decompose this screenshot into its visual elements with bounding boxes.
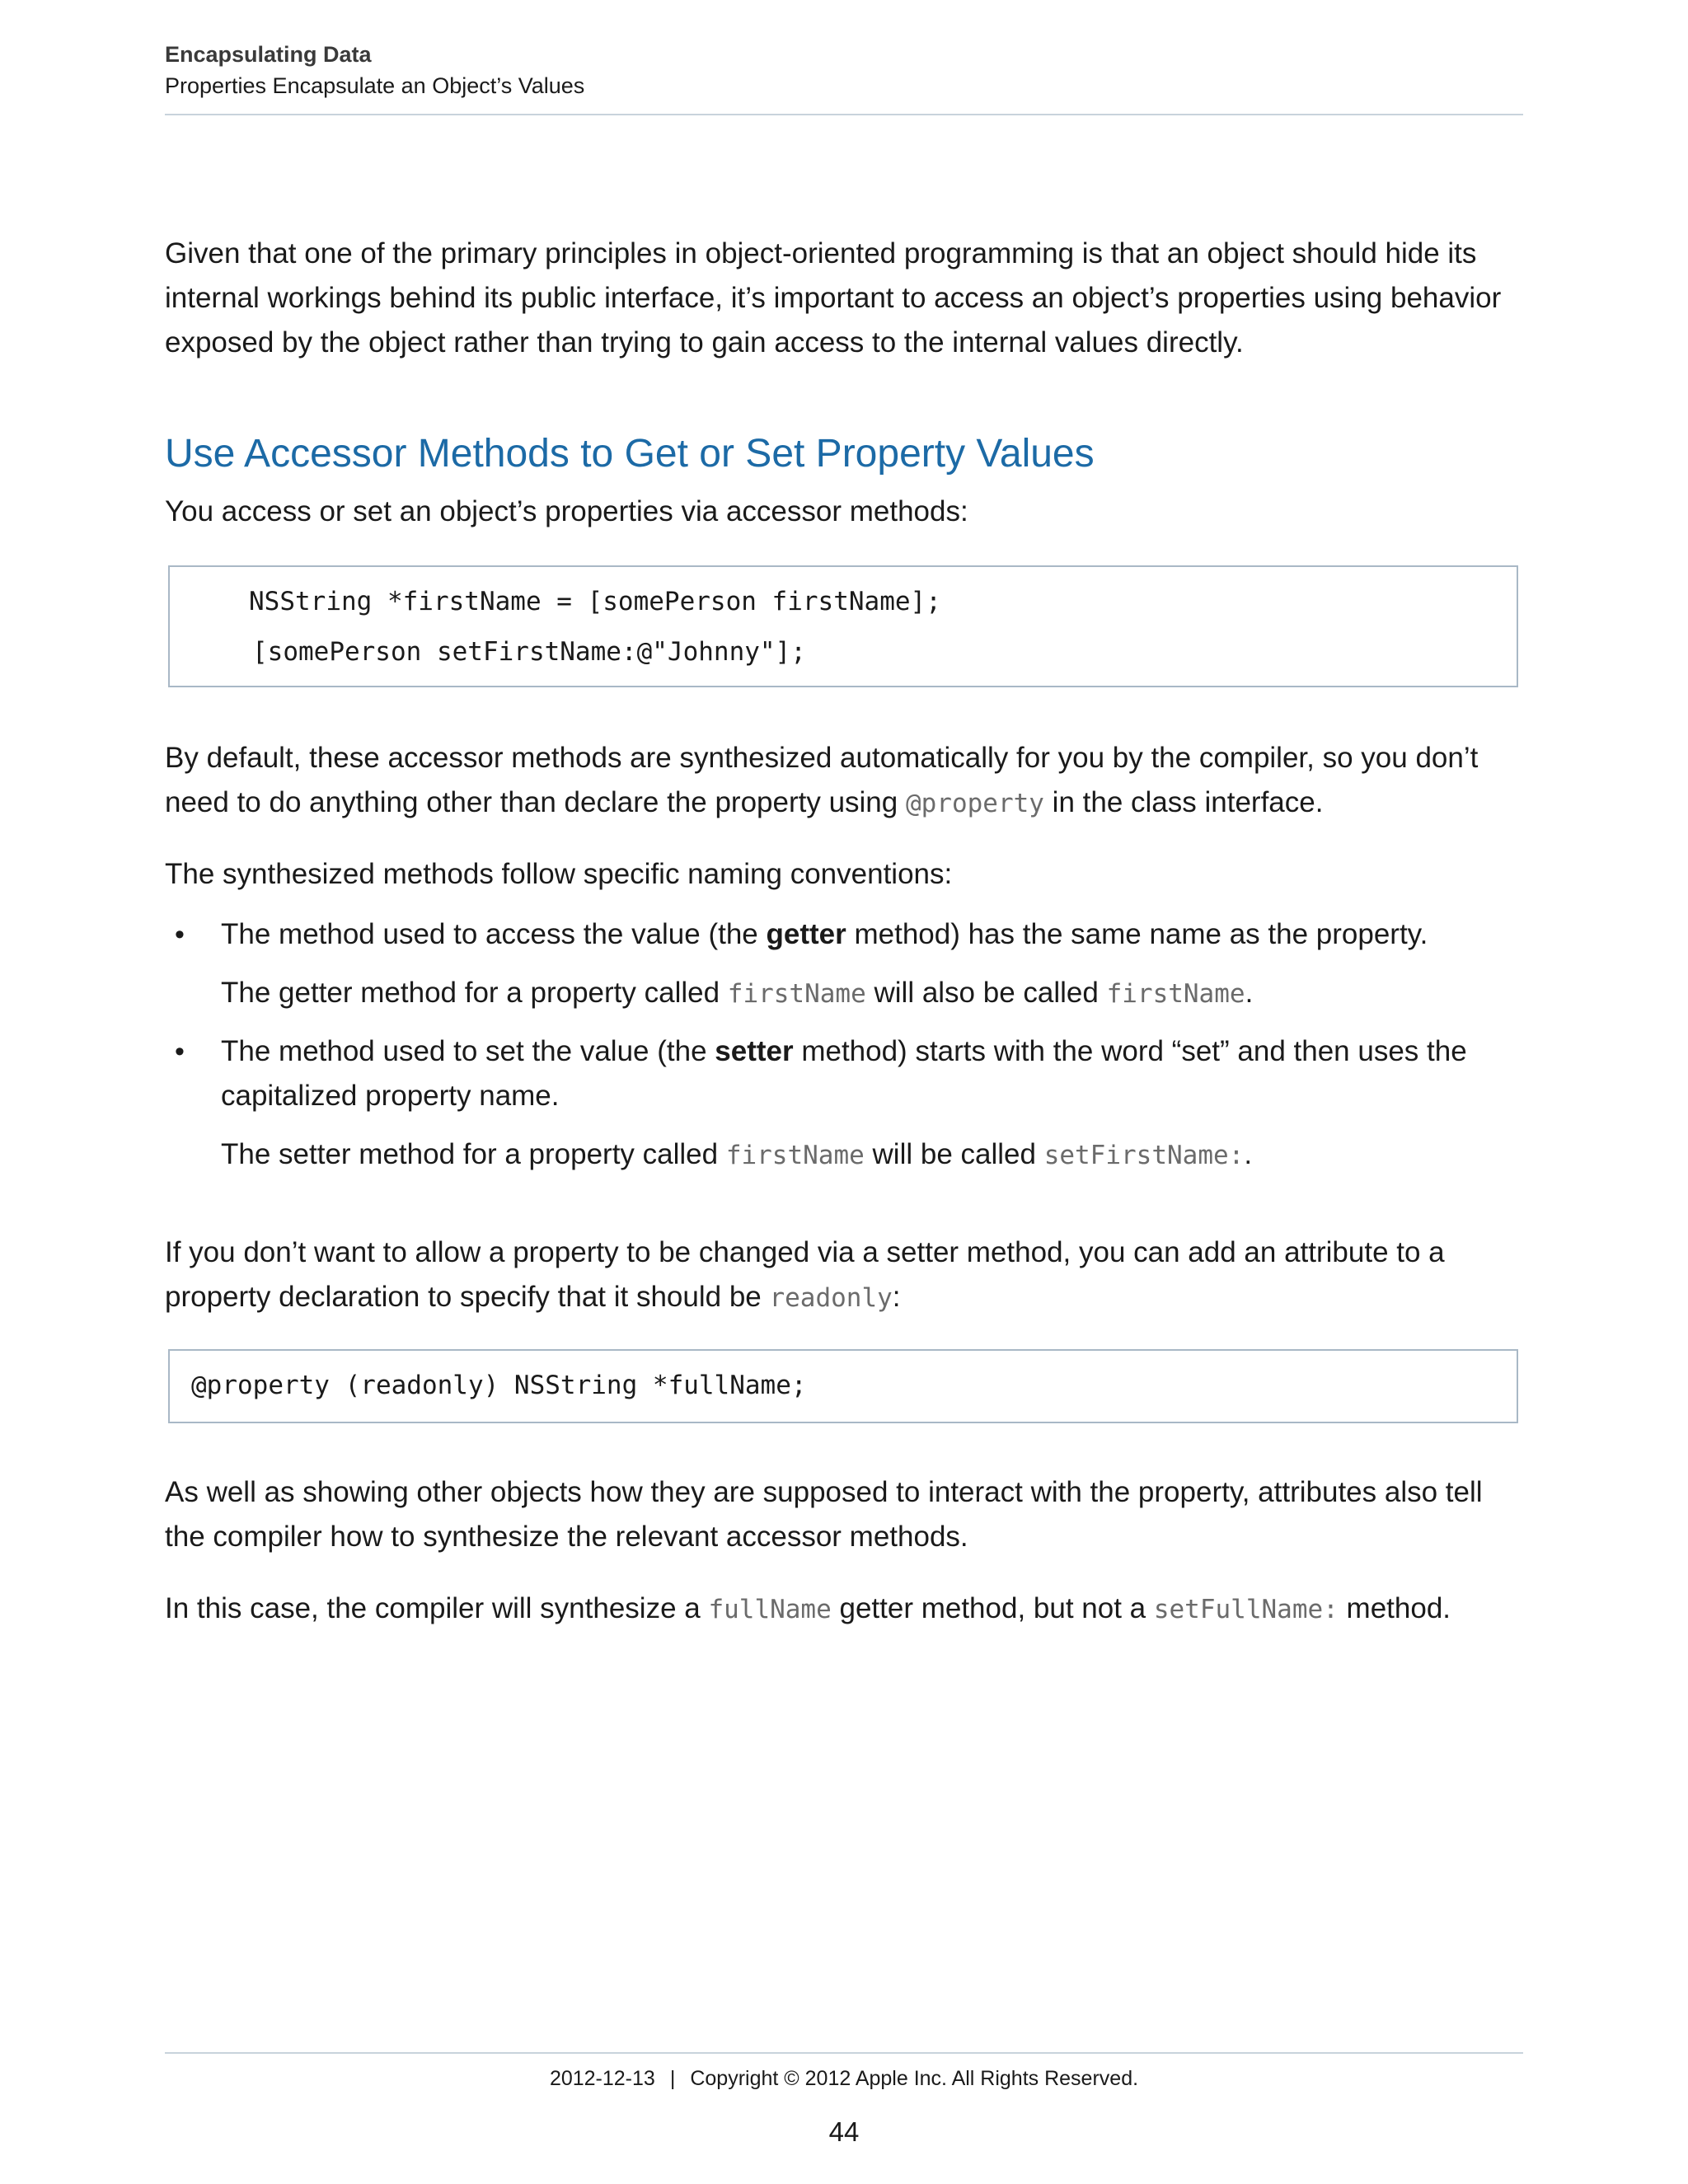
- text-run: getter method, but not a: [831, 1592, 1154, 1624]
- page-number: 44: [828, 2116, 860, 2147]
- bullet-marker: •: [175, 1036, 185, 1067]
- inline-code: firstName: [727, 979, 866, 1009]
- intro-paragraph: Given that one of the primary principles in object-oriented programming is that an object should hide its internal workings behind its public interface, it’s important to access an object’s properties using behavior exposed by the object rather than trying to gain access to the internal values directly.: [165, 237, 1502, 359]
- text-run: method) has the same name as the property.: [846, 918, 1428, 950]
- text-run: method) starts with the word “set” and then uses the capitalized property name.: [221, 1035, 1467, 1112]
- text-run: By default, these accessor methods are synthesized automatically for you by the compiler, so you don’t need to do anything other than declare the property using: [165, 742, 1479, 818]
- text-run: The getter method for a property called: [221, 977, 728, 1009]
- code-listing-accessors: [168, 565, 1518, 687]
- text-run: In this case, the compiler will synthesize a: [165, 1592, 709, 1624]
- text-run: .: [1245, 977, 1254, 1009]
- bold-term: getter: [766, 918, 846, 950]
- case-paragraph: [165, 1586, 1529, 1632]
- footer-copyright: Copyright © 2012 Apple Inc. All Rights Reserved.: [690, 2067, 1139, 2090]
- inline-code: setFullName:: [1153, 1595, 1339, 1624]
- header-section-title: Properties Encapsulate an Object’s Values: [165, 73, 585, 98]
- code-listing-readonly: [168, 1349, 1518, 1423]
- bullet-marker: •: [175, 919, 185, 950]
- inline-code: fullName: [708, 1595, 832, 1624]
- setter-example: [221, 1132, 1523, 1178]
- header-divider: [165, 114, 1523, 115]
- footer-divider: [165, 2052, 1523, 2054]
- footer-date: 2012-12-13: [549, 2067, 655, 2090]
- inline-code: @property: [905, 789, 1044, 818]
- inline-code: setFirstName:: [1043, 1141, 1245, 1170]
- text-run: The method used to access the value (the: [221, 918, 767, 950]
- footer: [0, 2067, 1688, 2091]
- text-run: If you don’t want to allow a property to be changed via a setter method, you can add an attribute to a property declaration to specify that it should be: [165, 1236, 1445, 1313]
- conventions-intro-paragraph: The synthesized methods follow specific naming conventions:: [165, 858, 953, 890]
- footer-separator: |: [669, 2067, 676, 2090]
- running-header: [165, 40, 1523, 102]
- text-run: The method used to set the value (the: [221, 1035, 715, 1067]
- code-line: @property (readonly) NSString *fullName;: [191, 1371, 807, 1400]
- section-heading: Use Accessor Methods to Get or Set Property Values: [165, 432, 1095, 476]
- text-run: will also be called: [865, 977, 1107, 1009]
- text-run: will be called: [864, 1138, 1044, 1170]
- text-run: in the class interface.: [1043, 786, 1324, 818]
- attributes-paragraph: As well as showing other objects how they are supposed to interact with the property, attributes also tell the compiler how to synthesize the relevant accessor methods.: [165, 1476, 1483, 1553]
- getter-example: [221, 971, 1523, 1016]
- getter-bullet-text: [221, 912, 1523, 957]
- readonly-paragraph: [165, 1230, 1529, 1320]
- setter-bullet-text: [221, 1029, 1523, 1118]
- inline-code: firstName: [725, 1141, 865, 1170]
- lead-paragraph: You access or set an object’s properties via accessor methods:: [165, 495, 968, 527]
- text-run: method.: [1338, 1592, 1451, 1624]
- default-synthesis-paragraph: [165, 736, 1529, 826]
- text-run: The setter method for a property called: [221, 1138, 726, 1170]
- bold-term: setter: [715, 1035, 794, 1067]
- inline-code: firstName: [1106, 979, 1245, 1009]
- code-line: NSString *firstName = [somePerson firstName];: [249, 587, 941, 616]
- text-run: .: [1244, 1138, 1253, 1170]
- inline-code: readonly: [769, 1283, 893, 1313]
- header-chapter-title: Encapsulating Data: [165, 42, 372, 67]
- text-run: :: [892, 1281, 901, 1313]
- code-line: [somePerson setFirstName:@"Johnny"];: [252, 637, 806, 667]
